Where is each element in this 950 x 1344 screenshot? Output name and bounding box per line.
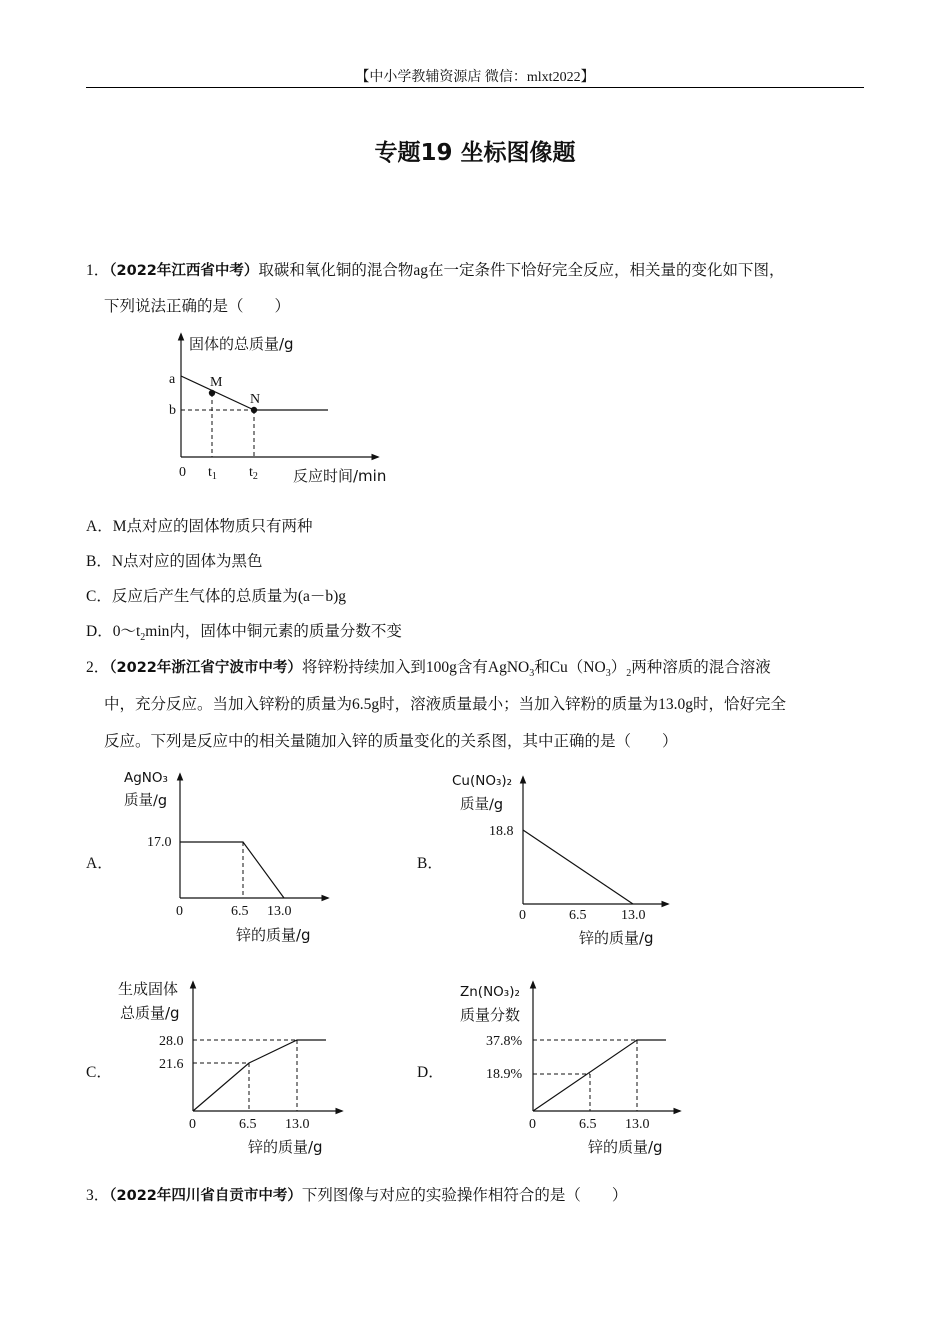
- chart-c-series-line: [193, 1040, 326, 1111]
- chart-d-ylabel-1: Zn(NO₃)₂: [460, 984, 520, 1000]
- q1-line1: [86, 258, 785, 280]
- q2-option-a-label: A．: [86, 855, 113, 872]
- q2-option-d-label: D．: [417, 1064, 444, 1081]
- q1-point-n-label: N: [250, 392, 261, 407]
- chart-a-x-tick-2: 13.0: [267, 904, 292, 919]
- header-divider: [86, 87, 864, 88]
- q1-number: 1．: [86, 262, 110, 279]
- chart-b-x-tick-0: 0: [519, 908, 526, 923]
- chart-b-ylabel-2: 质量/g: [460, 797, 504, 813]
- chart-d-xlabel: 锌的质量/g: [588, 1138, 663, 1156]
- chart-b-x-tick-2: 13.0: [621, 908, 646, 923]
- chart-a-xlabel: 锌的质量/g: [236, 926, 311, 944]
- chart-c-y-tick-0: 28.0: [159, 1034, 184, 1049]
- q1-origin: 0: [179, 465, 186, 480]
- q1-point-n: [251, 407, 257, 413]
- q2-chart-d: [440, 970, 690, 1160]
- chart-b-series-line: [523, 830, 633, 904]
- chart-d-y-tick-0: 37.8%: [486, 1034, 523, 1049]
- chart-c-x-tick-0: 0: [189, 1117, 196, 1132]
- q2-chart-c: [110, 970, 350, 1160]
- q1-chart: [160, 328, 410, 490]
- q2-line3: 反应。下列是反应中的相关量随加入锌的质量变化的关系图，其中正确的是（ ）: [104, 733, 678, 750]
- chart-a-y-tick-0: 17.0: [147, 835, 172, 850]
- q1-x-tick-t1: $t_1$: [208, 465, 217, 482]
- q1-option-b: B．N点对应的固体为黑色: [86, 553, 263, 570]
- q1-option-d: D．$0\sim t_2\min$内，固体中铜元素的质量分数不变: [86, 623, 402, 644]
- q1-source: （2022年江西省中考）: [109, 263, 259, 279]
- q2-source: （2022年浙江省宁波市中考）: [109, 660, 302, 676]
- chart-b-y-tick-0: 18.8: [489, 824, 514, 839]
- chart-c-x-tick-1: 6.5: [239, 1117, 257, 1132]
- q1-text: 取碳和氧化铜的混合物ag在一定条件下恰好完全反应，相关量的变化如下图，: [258, 262, 785, 279]
- q1-option-a: A．M点对应的固体物质只有两种: [86, 518, 313, 535]
- q1-y-tick-a: a: [169, 372, 176, 387]
- page-title: 专题19 坐标图像题: [374, 140, 576, 166]
- q2-chart-a: [110, 760, 350, 950]
- q2-option-c-label: C．: [86, 1064, 112, 1081]
- chart-a-ylabel-2: 质量/g: [124, 793, 168, 809]
- chart-c-y-tick-1: 21.6: [159, 1057, 184, 1072]
- chart-c-ylabel-2: 总质量/g: [120, 1004, 180, 1022]
- chart-c-xlabel: 锌的质量/g: [248, 1138, 323, 1156]
- chart-d-ylabel-2: 质量分数: [460, 1006, 521, 1024]
- chart-d-x-tick-2: 13.0: [625, 1117, 650, 1132]
- chart-c-ylabel-1: 生成固体: [118, 980, 179, 998]
- q1-point-m: [209, 390, 215, 396]
- q1-y-tick-b: b: [169, 403, 176, 418]
- chart-b-x-tick-1: 6.5: [569, 908, 587, 923]
- chart-d-x-tick-0: 0: [529, 1117, 536, 1132]
- page-header: 【中小学教辅资源店 微信：mlxt2022】: [355, 70, 595, 85]
- chart-a-x-tick-0: 0: [176, 904, 183, 919]
- chart-a-series-line: [180, 842, 284, 898]
- q2-chart-b: [440, 763, 680, 953]
- chart-b-xlabel: 锌的质量/g: [579, 929, 654, 947]
- chart-a-x-tick-1: 6.5: [231, 904, 249, 919]
- q3-source: （2022年四川省自贡市中考）: [109, 1188, 302, 1204]
- q2-option-b-label: B．: [417, 855, 443, 872]
- q1-x-tick-t2: $t_2$: [249, 465, 258, 482]
- q1-point-m-label: M: [210, 375, 223, 390]
- chart-a-ylabel-1: AgNO₃: [124, 770, 168, 786]
- chart-d-y-tick-1: 18.9%: [486, 1067, 523, 1082]
- q1-xlabel: 反应时间/min: [293, 467, 387, 485]
- chart-c-x-tick-2: 13.0: [285, 1117, 310, 1132]
- chart-b-ylabel-1: Cu(NO₃)₂: [452, 773, 513, 789]
- chart-d-x-tick-1: 6.5: [579, 1117, 597, 1132]
- q1-option-c: C．反应后产生气体的总质量为(a－b)g: [86, 588, 347, 605]
- q1-line2: 下列说法正确的是（ ）: [104, 298, 291, 315]
- q1-ylabel: 固体的总质量/g: [189, 335, 294, 353]
- q2-line2: 中，充分反应。当加入锌粉的质量为6.5g时，溶液质量最小；当加入锌粉的质量为13.0g时，恰好完全: [104, 696, 787, 713]
- q2-line1: 2．（2022年浙江省宁波市中考）将锌粉持续加入到100g含有AgNO$_3$和$Cu(NO_3)_2$两种溶质的混合溶液: [86, 659, 771, 680]
- q3-line1: 3．（2022年四川省自贡市中考）下列图像与对应的实验操作相符合的是（ ）: [86, 1187, 628, 1204]
- chart-d-series-line: [533, 1040, 666, 1111]
